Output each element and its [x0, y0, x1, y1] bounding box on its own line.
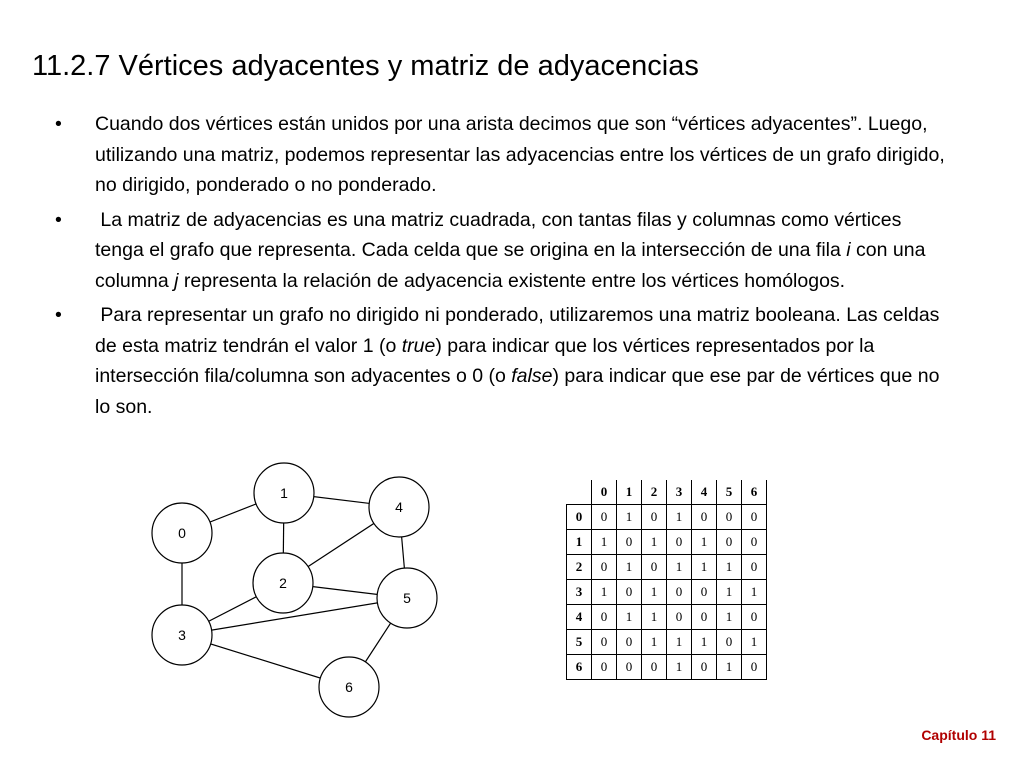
matrix-cell: 0	[717, 530, 742, 555]
matrix-cell: 1	[617, 605, 642, 630]
matrix-row	[567, 555, 767, 580]
matrix-cell: 0	[667, 605, 692, 630]
matrix-cell: 1	[667, 630, 692, 655]
matrix-cell: 1	[742, 580, 767, 605]
matrix-cell: 0	[617, 580, 642, 605]
bullet-item	[55, 109, 955, 201]
matrix-row	[567, 530, 767, 555]
matrix-col-header: 2	[642, 480, 667, 505]
matrix-cell: 0	[692, 605, 717, 630]
matrix-cell: 0	[617, 530, 642, 555]
bullet-marker: •	[55, 208, 62, 231]
matrix-row-header: 2	[567, 555, 592, 580]
graph-node-label: 1	[280, 485, 288, 501]
matrix-cell: 1	[667, 555, 692, 580]
matrix-cell: 0	[592, 505, 617, 530]
matrix-cell: 0	[692, 505, 717, 530]
bullet-item	[55, 205, 955, 297]
matrix-col-header: 0	[592, 480, 617, 505]
bullet-text: Para representar un grafo no dirigido ni ponderado, utilizaremos una matriz booleana. Las celdas de esta matriz tendrán el valor 1 (o true) para indicar que los vértices representados por la intersección fila/columna son adyacentes o 0 (o false) para indicar que ese par de vértices que no lo son.	[95, 304, 945, 418]
matrix-cell: 0	[742, 605, 767, 630]
graph-node-label: 2	[279, 575, 287, 591]
matrix-cell: 1	[692, 630, 717, 655]
matrix-cell: 1	[642, 630, 667, 655]
matrix-cell: 1	[642, 530, 667, 555]
matrix-cell: 1	[592, 530, 617, 555]
bullet-item	[55, 300, 955, 422]
matrix-cell: 0	[592, 655, 617, 680]
matrix-cell: 1	[617, 505, 642, 530]
matrix-row	[567, 580, 767, 605]
matrix-corner	[567, 480, 592, 505]
matrix-cell: 1	[717, 555, 742, 580]
bullet-marker: •	[55, 113, 62, 135]
matrix-cell: 1	[742, 630, 767, 655]
matrix-cell: 1	[592, 580, 617, 605]
matrix-row-header: 5	[567, 630, 592, 655]
matrix-cell: 0	[742, 530, 767, 555]
matrix-cell: 0	[642, 505, 667, 530]
matrix-row	[567, 605, 767, 630]
matrix-col-header: 1	[617, 480, 642, 505]
matrix-cell: 1	[717, 655, 742, 680]
bullet-marker: •	[55, 304, 62, 326]
matrix-cell: 1	[692, 530, 717, 555]
matrix-cell: 1	[692, 555, 717, 580]
matrix-cell: 1	[667, 505, 692, 530]
matrix-row-header: 6	[567, 655, 592, 680]
matrix-cell: 0	[617, 630, 642, 655]
matrix-cell: 1	[717, 605, 742, 630]
matrix-cell: 1	[642, 605, 667, 630]
matrix-col-header: 6	[742, 480, 767, 505]
matrix-cell: 0	[742, 505, 767, 530]
matrix-col-header: 4	[692, 480, 717, 505]
graph-node-label: 4	[395, 499, 403, 515]
matrix-cell: 0	[742, 655, 767, 680]
matrix-cell: 0	[717, 505, 742, 530]
matrix-cell: 0	[642, 655, 667, 680]
matrix-col-header: 3	[667, 480, 692, 505]
graph-node-label: 0	[178, 525, 186, 541]
matrix-header-row	[567, 480, 767, 505]
matrix-col-header: 5	[717, 480, 742, 505]
matrix-row	[567, 505, 767, 530]
adjacency-matrix	[566, 480, 767, 680]
bullet-text: La matriz de adyacencias es una matriz cuadrada, con tantas filas y columnas como vértices tenga el grafo que representa. Cada celda que se origina en la intersección de una fila i con una columna j representa la relación de adyacencia existente entre los vértices homólogos.	[95, 208, 931, 292]
matrix-row-header: 1	[567, 530, 592, 555]
matrix-row	[567, 630, 767, 655]
matrix-cell: 0	[642, 555, 667, 580]
bullet-text: Cuando dos vértices están unidos por una arista decimos que son “vértices adyacentes”. Luego, utilizando una matriz, podemos representar las adyacencias entre los vértices de un grafo dirigido, no dirigido, ponderado o no ponderado.	[95, 113, 951, 196]
matrix-row-header: 0	[567, 505, 592, 530]
slide-title: 11.2.7 Vértices adyacentes y matriz de adyacencias	[32, 50, 699, 82]
graph-node-label: 5	[403, 590, 411, 606]
matrix-cell: 1	[717, 580, 742, 605]
matrix-cell: 1	[642, 580, 667, 605]
matrix-cell: 1	[617, 555, 642, 580]
matrix-row-header: 3	[567, 580, 592, 605]
matrix-cell: 0	[592, 555, 617, 580]
matrix-cell: 0	[667, 530, 692, 555]
matrix-cell: 0	[742, 555, 767, 580]
matrix-cell: 0	[592, 630, 617, 655]
matrix-cell: 0	[592, 605, 617, 630]
matrix-cell: 1	[667, 655, 692, 680]
bullet-list	[55, 109, 955, 426]
matrix-cell: 0	[692, 655, 717, 680]
chapter-footer: Capítulo 11	[921, 727, 996, 743]
matrix-cell: 0	[692, 580, 717, 605]
graph-node-label: 6	[345, 679, 353, 695]
matrix-row-header: 4	[567, 605, 592, 630]
graph-node-label: 3	[178, 627, 186, 643]
matrix-cell: 0	[717, 630, 742, 655]
matrix-row	[567, 655, 767, 680]
matrix-cell: 0	[667, 580, 692, 605]
matrix-cell: 0	[617, 655, 642, 680]
graph-diagram	[140, 458, 440, 728]
